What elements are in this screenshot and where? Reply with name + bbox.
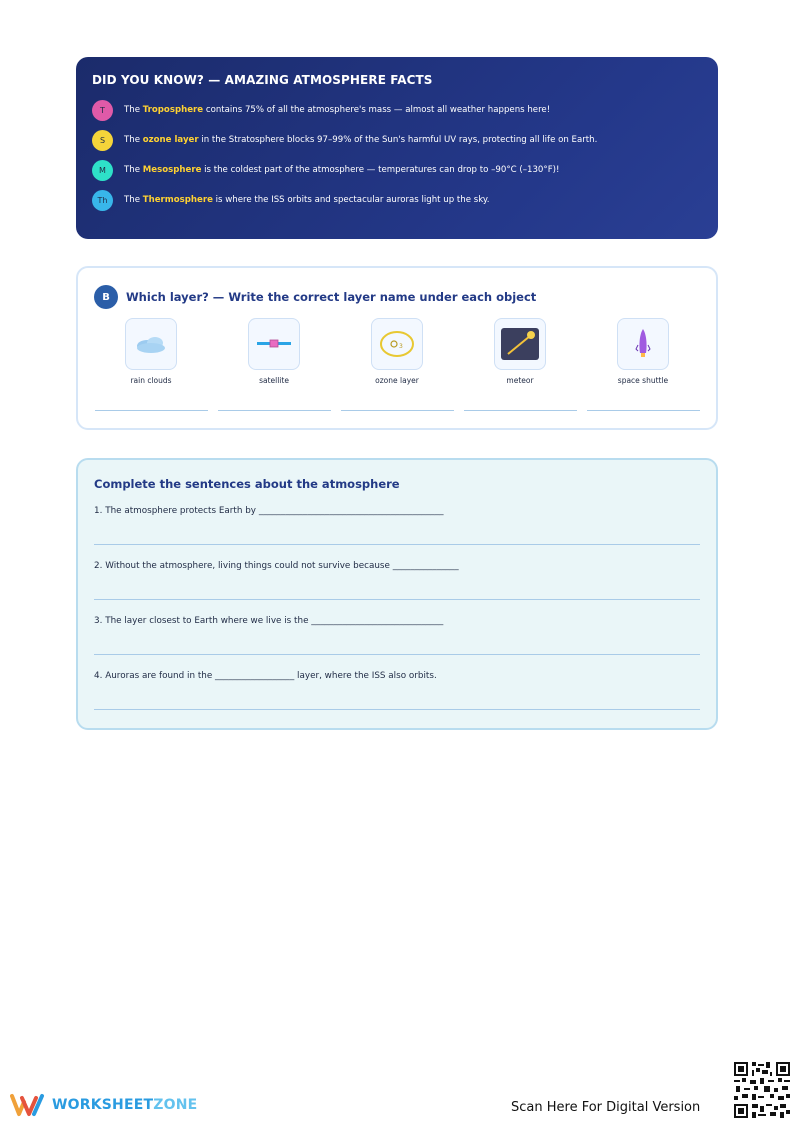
fact-text: The Thermosphere is where the ISS orbits and spectacular auroras light up the sky.	[124, 195, 490, 205]
writing-line[interactable]	[94, 709, 700, 710]
sentence-prompt: 4. Auroras are found in the __________________ layer, where the ISS also orbits.	[94, 671, 437, 681]
fact-badge: Th	[92, 190, 113, 211]
fact-badge: M	[92, 160, 113, 181]
answer-line[interactable]	[95, 410, 208, 411]
sentence-prompt: 3. The layer closest to Earth where we live is the ______________________________	[94, 616, 444, 626]
answer-line[interactable]	[587, 410, 700, 411]
logo-mark-icon	[10, 1092, 46, 1118]
section-c-title: Complete the sentences about the atmosphere	[94, 477, 400, 491]
object-ozone-layer	[342, 318, 452, 385]
object-rain-clouds	[96, 318, 206, 385]
object-label: space shuttle	[617, 376, 669, 385]
facts-panel	[76, 57, 718, 239]
worksheetzone-logo[interactable]	[10, 1092, 197, 1118]
object-label: rain clouds	[130, 376, 172, 385]
which-layer-section	[76, 266, 718, 430]
writing-line[interactable]	[94, 654, 700, 655]
fact-item	[92, 189, 702, 211]
fact-text: The Troposphere contains 75% of all the atmosphere's mass — almost all weather happens here!	[124, 105, 551, 115]
ozone-icon	[371, 318, 423, 370]
fact-text: The Mesosphere is the coldest part of the atmosphere — temperatures can drop to –90°C (–130°F)!	[124, 165, 560, 175]
fact-item	[92, 129, 702, 151]
object-label: meteor	[506, 376, 534, 385]
fact-badge: S	[92, 130, 113, 151]
fact-item	[92, 159, 702, 181]
section-b-title: Which layer? — Write the correct layer name under each object	[126, 290, 537, 304]
fact-text: The ozone layer in the Stratosphere blocks 97–99% of the Sun's harmful UV rays, protecting all life on Earth.	[124, 135, 598, 145]
object-meteor	[465, 318, 575, 385]
logo-wordmark: WORKSHEETZONE	[52, 1097, 198, 1113]
complete-sentences-section	[76, 458, 718, 730]
answer-line[interactable]	[464, 410, 577, 411]
object-space-shuttle	[588, 318, 698, 385]
section-b-header	[94, 285, 536, 309]
cloud-icon	[125, 318, 177, 370]
rocket-icon	[617, 318, 669, 370]
fact-item	[92, 99, 702, 121]
object-label: ozone layer	[375, 376, 419, 385]
fact-badge: T	[92, 100, 113, 121]
facts-title: DID YOU KNOW? — AMAZING ATMOSPHERE FACTS	[92, 73, 433, 87]
object-satellite	[219, 318, 329, 385]
satellite-icon	[248, 318, 300, 370]
sentence-prompt: 1. The atmosphere protects Earth by __________________________________________	[94, 506, 444, 516]
writing-line[interactable]	[94, 544, 700, 545]
answer-line[interactable]	[341, 410, 454, 411]
scan-instruction: Scan Here For Digital Version	[511, 1100, 701, 1115]
sentence-prompt: 2. Without the atmosphere, living things could not survive because _______________	[94, 561, 459, 571]
section-b-badge: B	[94, 285, 118, 309]
answer-line[interactable]	[218, 410, 331, 411]
writing-line[interactable]	[94, 599, 700, 600]
qr-code-icon[interactable]	[734, 1062, 790, 1118]
object-label: satellite	[259, 376, 289, 385]
meteor-icon	[494, 318, 546, 370]
svg-text:3: 3	[399, 343, 403, 350]
